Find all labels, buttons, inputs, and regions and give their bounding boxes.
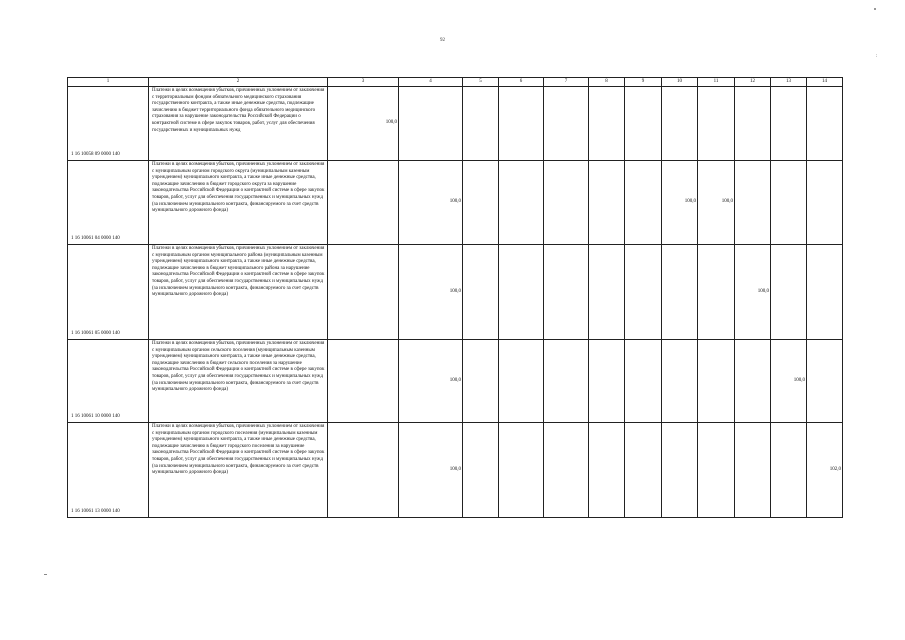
amount-cell bbox=[735, 87, 771, 161]
amount-cell bbox=[499, 245, 544, 340]
amount-cell bbox=[771, 423, 807, 518]
amount-cell bbox=[662, 340, 698, 423]
revenue-table bbox=[67, 77, 843, 518]
amount-cell bbox=[698, 245, 735, 340]
amount-cell: 100,0 bbox=[399, 245, 463, 340]
table-body bbox=[68, 87, 843, 518]
column-number-header: 3 bbox=[328, 78, 399, 87]
column-number-header: 12 bbox=[735, 78, 771, 87]
amount-cell bbox=[662, 423, 698, 518]
amount-cell bbox=[807, 340, 843, 423]
amount-cell bbox=[807, 87, 843, 161]
revenue-description-cell: Платежи в целях возмещения убытков, причиненных уклонением от заключения с муниципальным органом городского округа (муниципальным казенным учреждением) муниципального контракта, а также иные денежные средства, подлежащие зачислению в бюджет городского округа за нарушение законодательства Российской Федерации о контрактной системе в сфере закупок товаров, работ, услуг для обеспечения государственных и муниципальных нужд (за исключением муниципального контракта, финансируемого за счет средств муниципального дорожного фонда) bbox=[149, 161, 328, 245]
amount-cell bbox=[328, 161, 399, 245]
amount-cell bbox=[544, 340, 589, 423]
amount-cell bbox=[544, 161, 589, 245]
amount-cell bbox=[499, 161, 544, 245]
table-row bbox=[68, 87, 843, 161]
revenue-code-cell: 1 16 10061 05 0000 140 bbox=[68, 245, 149, 340]
amount-cell bbox=[463, 423, 499, 518]
column-number-row bbox=[68, 78, 843, 87]
amount-cell bbox=[625, 87, 662, 161]
amount-cell bbox=[589, 161, 625, 245]
amount-cell bbox=[625, 340, 662, 423]
revenue-description-cell: Платежи в целях возмещения убытков, причиненных уклонением от заключения с муниципальным органом городского поселения (муниципальным казенным учреждением) муниципального контракта, а также иные денежные средства, подлежащие зачислению в бюджет городского поселения за нарушение законодательства Российской Федерации о контрактной системе в сфере закупок товаров, работ, услуг для обеспечения государственных и муниципальных нужд (за исключением муниципального контракта, финансируемого за счет средств муниципального дорожного фонда) bbox=[149, 423, 328, 518]
scan-speck bbox=[44, 574, 47, 575]
amount-cell bbox=[463, 340, 499, 423]
amount-cell bbox=[625, 161, 662, 245]
amount-cell bbox=[589, 245, 625, 340]
amount-cell bbox=[328, 423, 399, 518]
amount-cell: 100,0 bbox=[662, 161, 698, 245]
amount-cell bbox=[544, 245, 589, 340]
table-row bbox=[68, 161, 843, 245]
column-number-header: 4 bbox=[399, 78, 463, 87]
amount-cell: 100,0 bbox=[399, 340, 463, 423]
revenue-code-cell: 1 16 10061 13 0000 140 bbox=[68, 423, 149, 518]
table-row bbox=[68, 245, 843, 340]
amount-cell bbox=[328, 245, 399, 340]
amount-cell bbox=[771, 87, 807, 161]
amount-cell bbox=[499, 423, 544, 518]
amount-cell: 100,0 bbox=[735, 245, 771, 340]
amount-cell bbox=[807, 161, 843, 245]
column-number-header: 10 bbox=[662, 78, 698, 87]
amount-cell bbox=[463, 87, 499, 161]
amount-cell bbox=[544, 87, 589, 161]
column-number-header: 6 bbox=[499, 78, 544, 87]
amount-cell: 100,0 bbox=[771, 340, 807, 423]
amount-cell bbox=[771, 245, 807, 340]
amount-cell bbox=[698, 340, 735, 423]
column-number-header: 5 bbox=[463, 78, 499, 87]
amount-cell bbox=[544, 423, 589, 518]
table-row bbox=[68, 423, 843, 518]
revenue-code-cell: 1 16 10061 04 0000 140 bbox=[68, 161, 149, 245]
amount-cell: 100,0 bbox=[399, 161, 463, 245]
amount-cell bbox=[463, 161, 499, 245]
amount-cell bbox=[735, 423, 771, 518]
margin-marks: : bbox=[876, 54, 878, 59]
amount-cell bbox=[735, 161, 771, 245]
amount-cell bbox=[589, 340, 625, 423]
amount-cell bbox=[399, 87, 463, 161]
amount-cell bbox=[662, 245, 698, 340]
column-number-header: 8 bbox=[589, 78, 625, 87]
page-number: 92 bbox=[440, 38, 445, 43]
revenue-description-cell: Платежи в целях возмещения убытков, причиненных уклонением от заключения с муниципальным органом сельского поселения (муниципальным казенным учреждением) муниципального контракта, а также иные денежные средства, подлежащие зачислению в бюджет сельского поселения за нарушение законодательства Российской Федерации о контрактной системе в сфере закупок товаров, работ, услуг для обеспечения государственных и муниципальных нужд (за исключением муниципального контракта, финансируемого за счет средств муниципального дорожного фонда) bbox=[149, 340, 328, 423]
revenue-code-cell: 1 16 10061 10 0000 140 bbox=[68, 340, 149, 423]
amount-cell bbox=[735, 340, 771, 423]
amount-cell bbox=[589, 87, 625, 161]
amount-cell bbox=[499, 87, 544, 161]
amount-cell: 102,0 bbox=[807, 423, 843, 518]
amount-cell bbox=[771, 161, 807, 245]
column-number-header: 7 bbox=[544, 78, 589, 87]
amount-cell bbox=[698, 423, 735, 518]
scan-speck bbox=[874, 8, 876, 10]
amount-cell bbox=[499, 340, 544, 423]
revenue-description-cell: Платежи в целях возмещения убытков, причиненных уклонением от заключения с муниципальным органом муниципального района (муниципальным казенным учреждением) муниципального контракта, а также иные денежные средства, подлежащие зачислению в бюджет муниципального района за нарушение законодательства Российской Федерации о контрактной системе в сфере закупок товаров, работ, услуг для обеспечения государственных и муниципальных нужд (за исключением муниципального контракта, финансируемого за счет средств муниципального дорожного фонда) bbox=[149, 245, 328, 340]
amount-cell bbox=[662, 87, 698, 161]
column-number-header: 2 bbox=[149, 78, 328, 87]
amount-cell bbox=[625, 245, 662, 340]
amount-cell bbox=[807, 245, 843, 340]
column-number-header: 13 bbox=[771, 78, 807, 87]
amount-cell: 100,0 bbox=[399, 423, 463, 518]
column-number-header: 14 bbox=[807, 78, 843, 87]
amount-cell bbox=[625, 423, 662, 518]
amount-cell bbox=[698, 87, 735, 161]
amount-cell bbox=[589, 423, 625, 518]
amount-cell: 100,0 bbox=[698, 161, 735, 245]
table-row bbox=[68, 340, 843, 423]
column-number-header: 1 bbox=[68, 78, 149, 87]
column-number-header: 9 bbox=[625, 78, 662, 87]
amount-cell bbox=[328, 340, 399, 423]
revenue-code-cell: 1 16 10058 09 0000 140 bbox=[68, 87, 149, 161]
amount-cell: 100,0 bbox=[328, 87, 399, 161]
amount-cell bbox=[463, 245, 499, 340]
revenue-description-cell: Платежи в целях возмещения убытков, причиненных уклонением от заключения с территориальным фондом обязательного медицинского страхования государственного контракта, а также иные денежные средства, подлежащие зачислению в бюджет территориального фонда обязательного медицинского страхования за нарушение законодательства Российской Федерации о контрактной системе в сфере закупок товаров, работ, услуг для обеспечения государственных и муниципальных нужд bbox=[149, 87, 328, 161]
column-number-header: 11 bbox=[698, 78, 735, 87]
